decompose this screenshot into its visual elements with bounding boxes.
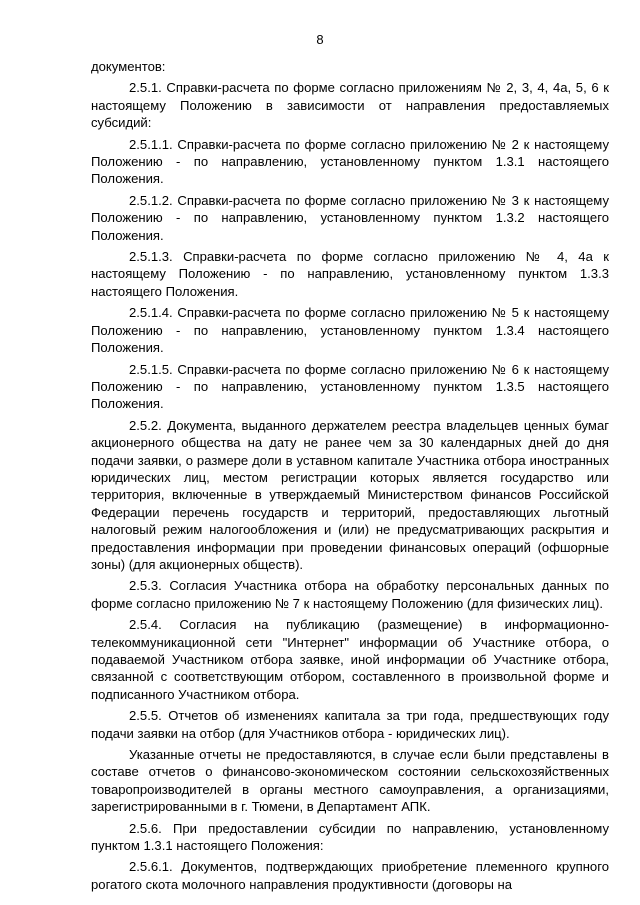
paragraph-2-5-6: 2.5.6. При предоставлении субсидии по направлению, установленному пунктом 1.3.1 настоящего Положения: [91,820,609,854]
paragraph-2-5-4: 2.5.4. Согласия на публикацию (размещение) в информационно-телекоммуникационной сети "Интернет" информации об Участнике отбора, о подаваемой Участником отбора заявке, иной информации об Участнике отбора, связанной с соответствующим отбором, составленного в произвольной форме и подписанного Участником отбора. [91,617,609,702]
document-body [91,58,609,897]
paragraph-2-5-6-1: 2.5.6.1. Документов, подтверждающих приобретение племенного крупного рогатого скота молочного направления продуктивности (договоры на [91,859,609,892]
paragraph-2-5-5: 2.5.5. Отчетов об изменениях капитала за три года, предшествующих году подачи заявки на отбор (для Участников отбора - юридических лиц). [91,708,609,741]
paragraph-2-5-1-2: 2.5.1.2. Справки-расчета по форме согласно приложению № 3 к настоящему Положению - по направлению, установленному пунктом 1.3.2 настоящего Положения. [91,192,609,243]
paragraph-2-5-1-5: 2.5.1.5. Справки-расчета по форме согласно приложению № 6 к настоящему Положению - по направлению, установленному пунктом 1.3.5 настоящего Положения. [91,361,609,412]
page-number: 8 [316,32,324,47]
paragraph-2-5-1: 2.5.1. Справки-расчета по форме согласно приложениям № 2, 3, 4, 4а, 5, 6 к настоящему Положению в зависимости от направления предоставляемых субсидий: [91,80,609,131]
paragraph-2-5-3: 2.5.3. Согласия Участника отбора на обработку персональных данных по форме согласно приложению № 7 к настоящему Положению (для физических лиц). [91,578,609,611]
paragraph-2-5-1-4: 2.5.1.4. Справки-расчета по форме согласно приложению № 5 к настоящему Положению - по направлению, установленному пунктом 1.3.4 настоящего Положения. [91,305,609,356]
paragraph-2-5-1-3: 2.5.1.3. Справки-расчета по форме согласно приложению № 4, 4а к настоящему Положению - по направлению, установленному пунктом 1.3.3 настоящего Положения. [91,249,609,299]
paragraph-continuation: документов: [91,59,166,74]
paragraph-reports-note: Указанные отчеты не предоставляются, в случае если были представлены в составе отчетов о финансово-экономическом состоянии сельскохозяйственных товаропроизводителей в органы местного самоуправления, а организациями, зарегистрированными в г. Тюмени, в Департамент АПК. [91,747,609,815]
paragraph-2-5-1-1: 2.5.1.1. Справки-расчета по форме согласно приложению № 2 к настоящему Положению - по направлению, установленному пунктом 1.3.1 настоящего Положения. [91,136,609,187]
paragraph-2-5-2: 2.5.2. Документа, выданного держателем реестра владельцев ценных бумаг акционерного общества на дату не ранее чем за 30 календарных дней до дня подачи заявки, о размере доли в уставном капитале Участника отбора иностранных юридических лиц, местом регистрации которых является государство или территория, включенные в утверждаемый Министерством финансов Российской Федерации перечень государств и территорий, предоставляющих льготный налоговый режим налогообложения и (или) не предусматривающих раскрытия и предоставления информации при проведении финансовых операций (офшорные зоны) (для акционерных обществ). [91,417,609,572]
